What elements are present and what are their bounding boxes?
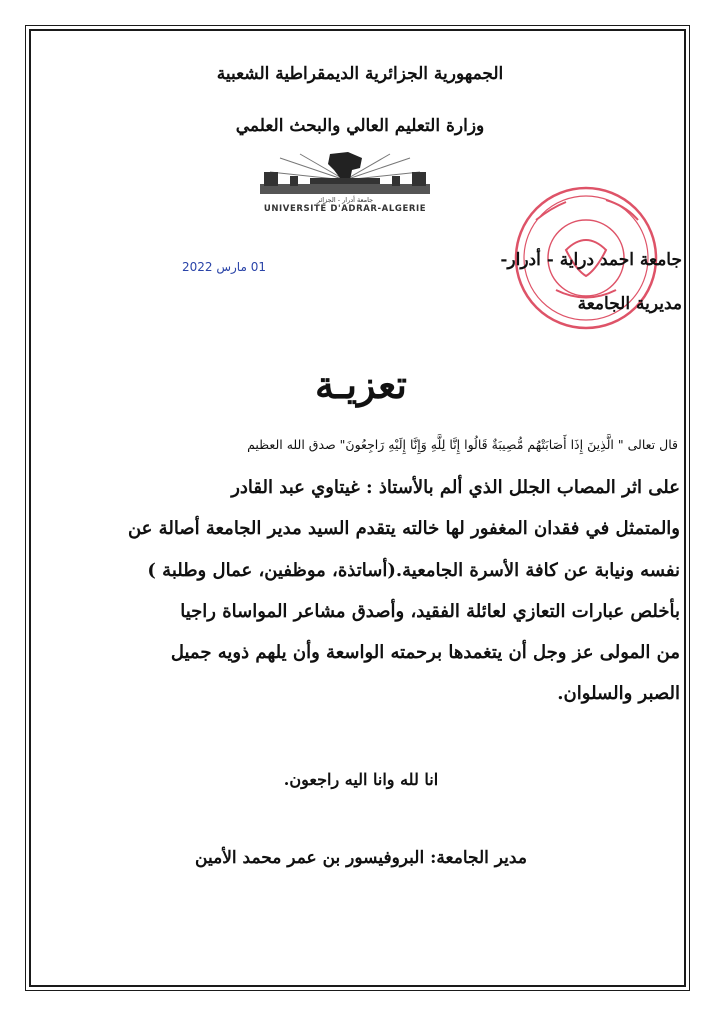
logo-caption-arabic: جامعة أدرار - الجزائر — [316, 196, 374, 204]
body-line-2: والمتمثل في فقدان المغفور لها خالته يتقدم السيد مدير الجامعة أصالة عن — [127, 518, 680, 539]
body-line-1: على اثر المصاب الجلل الذي ألم بالأستاذ : غيتاوي عبد القادر — [231, 477, 680, 498]
body-line-3: نفسه ونيابة عن كافة الأسرة الجامعية.(أساتذة، موظفين، عمال وطلبة ) — [147, 560, 680, 581]
closing-phrase: انا لله وانا اليه راجعون. — [283, 770, 439, 789]
ministry-heading: وزارة التعليم العالي والبحث العلمي — [235, 116, 485, 136]
quran-verse: قال تعالى " الَّذِينَ إِذَا أَصَابَتْهُم مُّصِيبَةٌ قَالُوا إِنَّا لِلَّهِ وَإِنَّا إِلَيْهِ رَاجِعُونَ" صدق الله العظيم — [247, 437, 678, 452]
date-stamp: 01 مارس 2022 — [182, 260, 266, 274]
body-line-5: من المولى عز وجل أن يتغمدها برحمته الواسعة وأن يلهم ذويه جميل — [170, 642, 680, 663]
sender-university: جامعة احمد دراية - أدرار- — [500, 250, 682, 270]
signature-line: مدير الجامعة: البروفيسور بن عمر محمد الأمين — [195, 848, 527, 868]
republic-heading: الجمهورية الجزائرية الديمقراطية الشعبية — [216, 64, 504, 84]
sender-office: مديرية الجامعة — [577, 294, 682, 314]
body-line-4: بأخلص عبارات التعازي لعائلة الفقيد، وأصدق مشاعر المواساة راجيا — [180, 601, 680, 622]
logo-caption-french: UNIVERSITÉ D'ADRAR-ALGERIE — [263, 204, 427, 214]
body-line-6: الصبر والسلوان. — [557, 683, 680, 704]
document-title: تعزيـة — [315, 362, 407, 407]
